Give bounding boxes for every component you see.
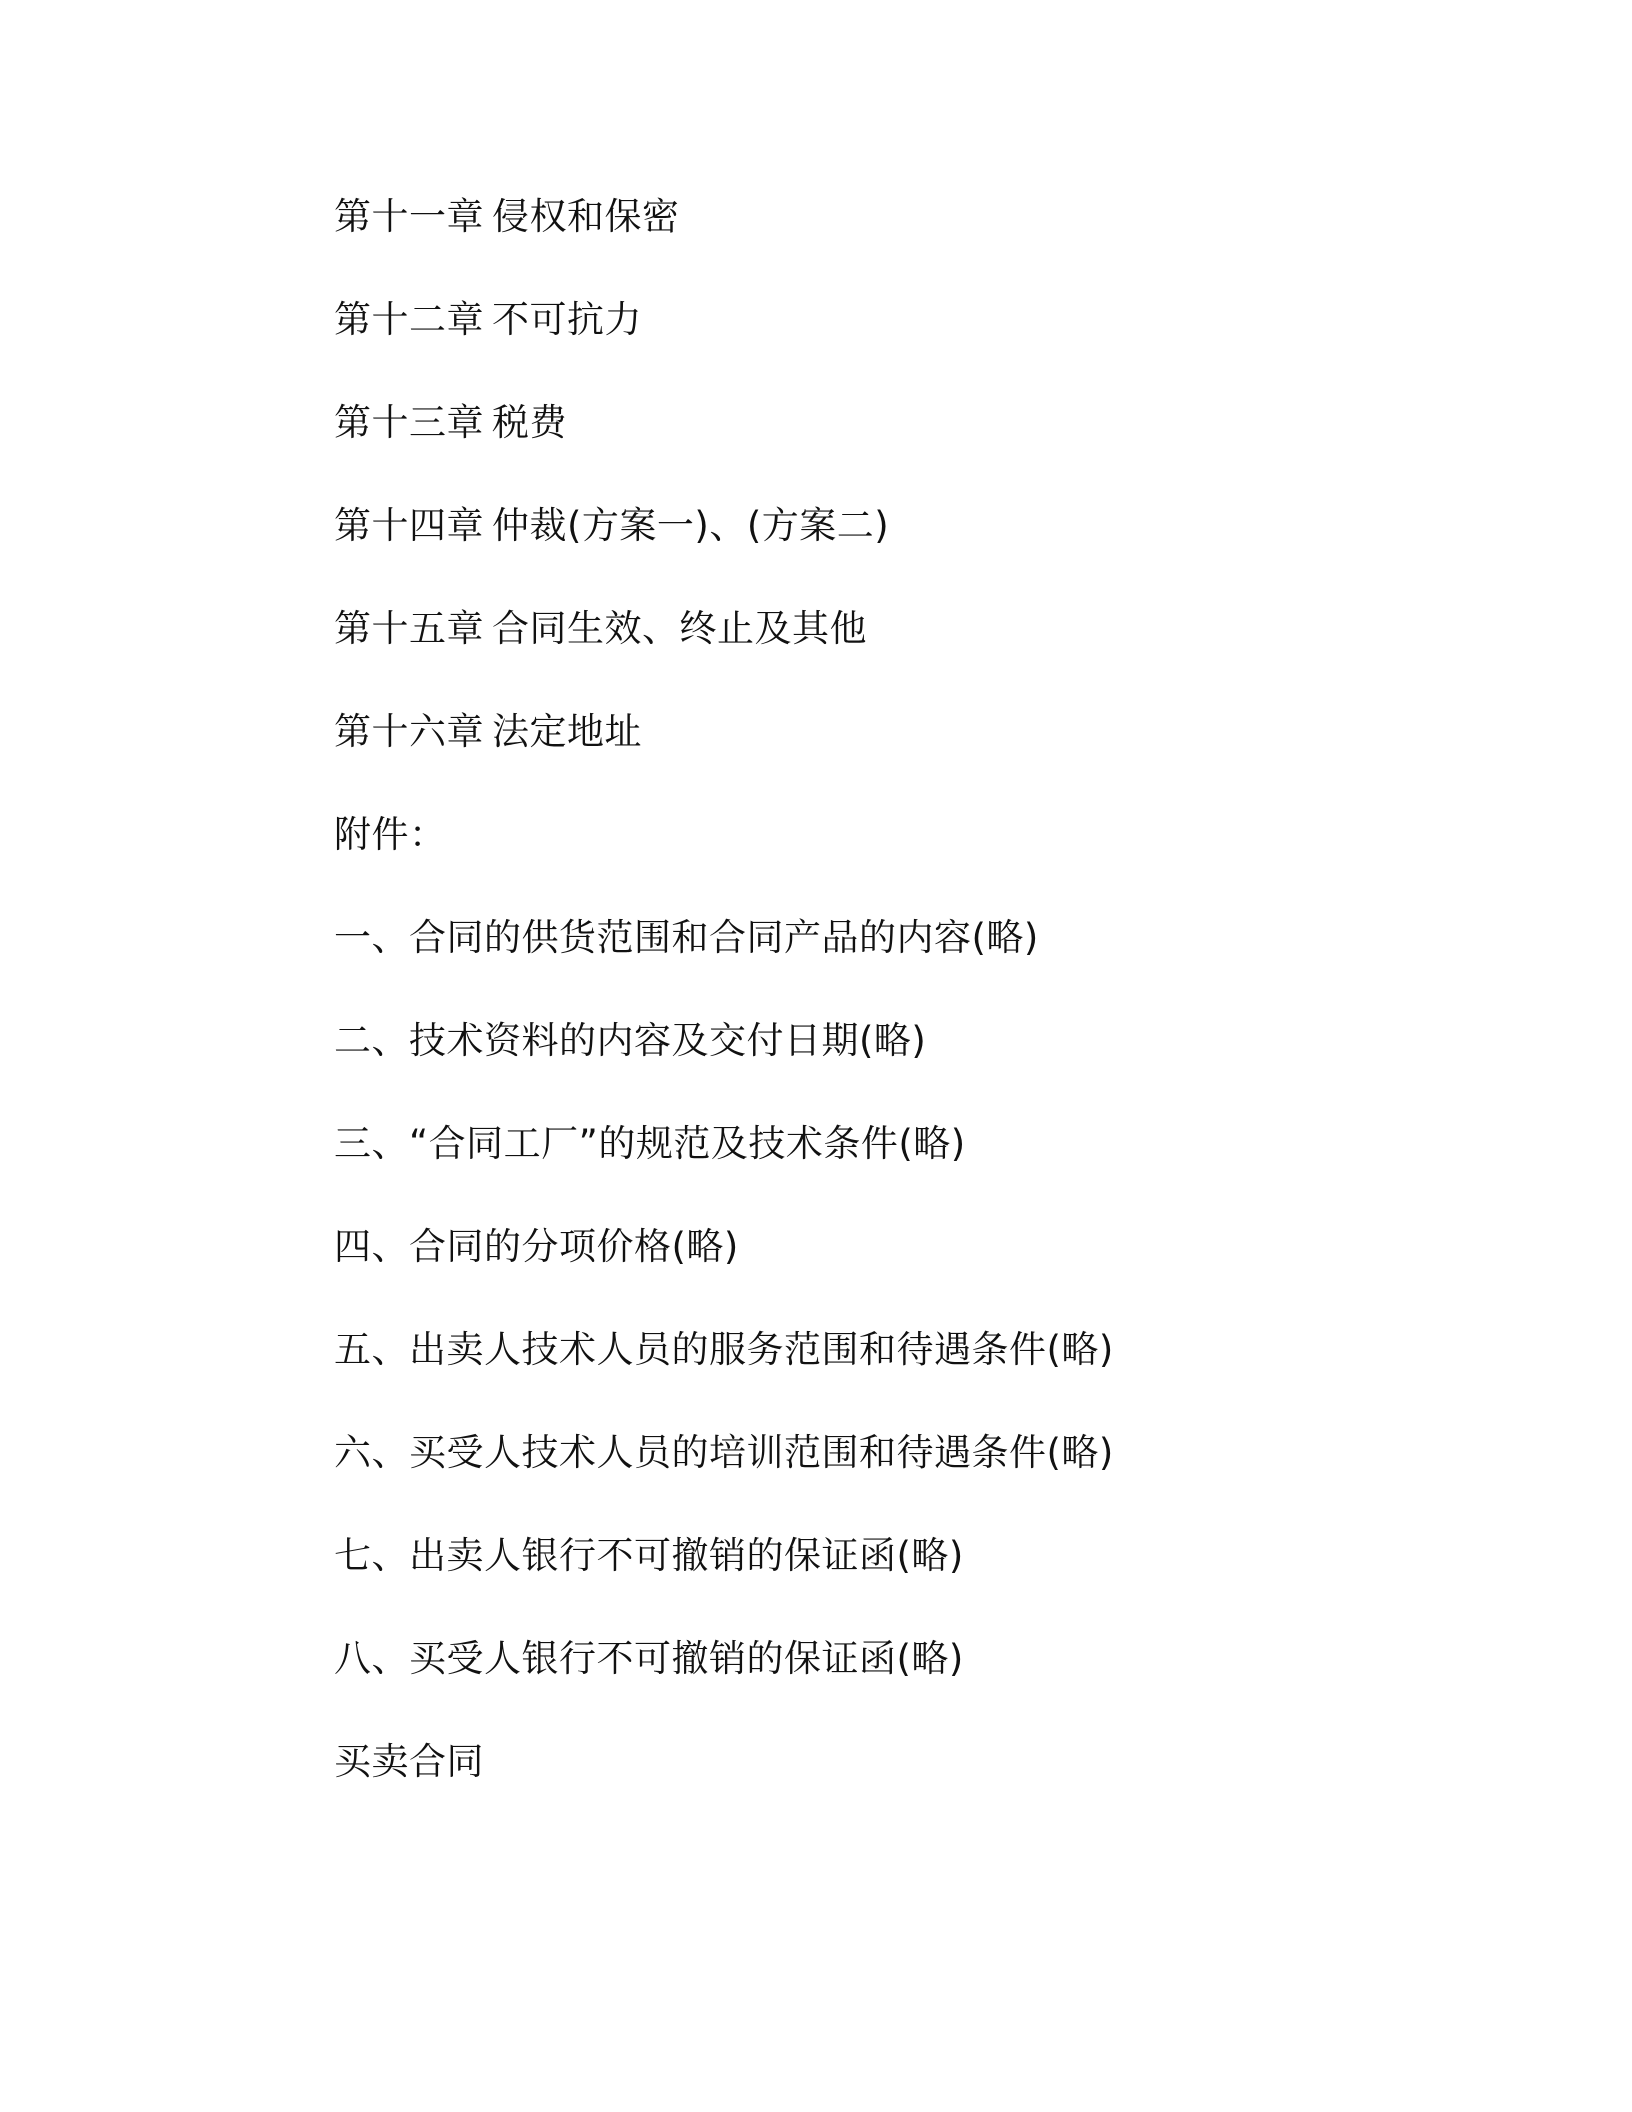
attachments-label: 附件： <box>334 813 447 856</box>
chapter-15 <box>334 605 867 653</box>
attachment-item: 八、买受人银行不可撤销的保证函(略) <box>334 1637 964 1680</box>
chapter-number: 第十六章 <box>334 710 484 753</box>
attachment-item: 四、合同的分项价格(略) <box>334 1225 739 1268</box>
chapter-title: 合同生效、终止及其他 <box>492 607 867 650</box>
chapter-13 <box>334 399 567 447</box>
chapter-16 <box>334 708 642 756</box>
chapter-title: 不可抗力 <box>492 298 642 341</box>
attachment-item: 一、合同的供货范围和合同产品的内容(略) <box>334 916 1039 959</box>
attachment-item: 三、“合同工厂”的规范及技术条件(略) <box>334 1122 966 1165</box>
chapter-number: 第十三章 <box>334 401 484 444</box>
attachment-item: 五、出卖人技术人员的服务范围和待遇条件(略) <box>334 1328 1114 1371</box>
attachment-item: 二、技术资料的内容及交付日期(略) <box>334 1019 927 1062</box>
attachment-item: 七、出卖人银行不可撤销的保证函(略) <box>334 1534 964 1577</box>
chapter-number: 第十四章 <box>334 504 484 547</box>
chapter-14 <box>334 502 889 550</box>
chapter-title: 仲裁(方案一)、(方案二) <box>492 504 890 547</box>
chapter-number: 第十一章 <box>334 195 484 238</box>
chapter-number: 第十五章 <box>334 607 484 650</box>
chapter-title: 法定地址 <box>492 710 642 753</box>
chapter-11 <box>334 193 680 241</box>
chapter-number: 第十二章 <box>334 298 484 341</box>
attachment-item: 六、买受人技术人员的培训范围和待遇条件(略) <box>334 1431 1114 1474</box>
chapter-title: 侵权和保密 <box>492 195 680 238</box>
chapter-12 <box>334 296 642 344</box>
chapter-title: 税费 <box>492 401 567 444</box>
document-title: 买卖合同 <box>334 1740 484 1783</box>
